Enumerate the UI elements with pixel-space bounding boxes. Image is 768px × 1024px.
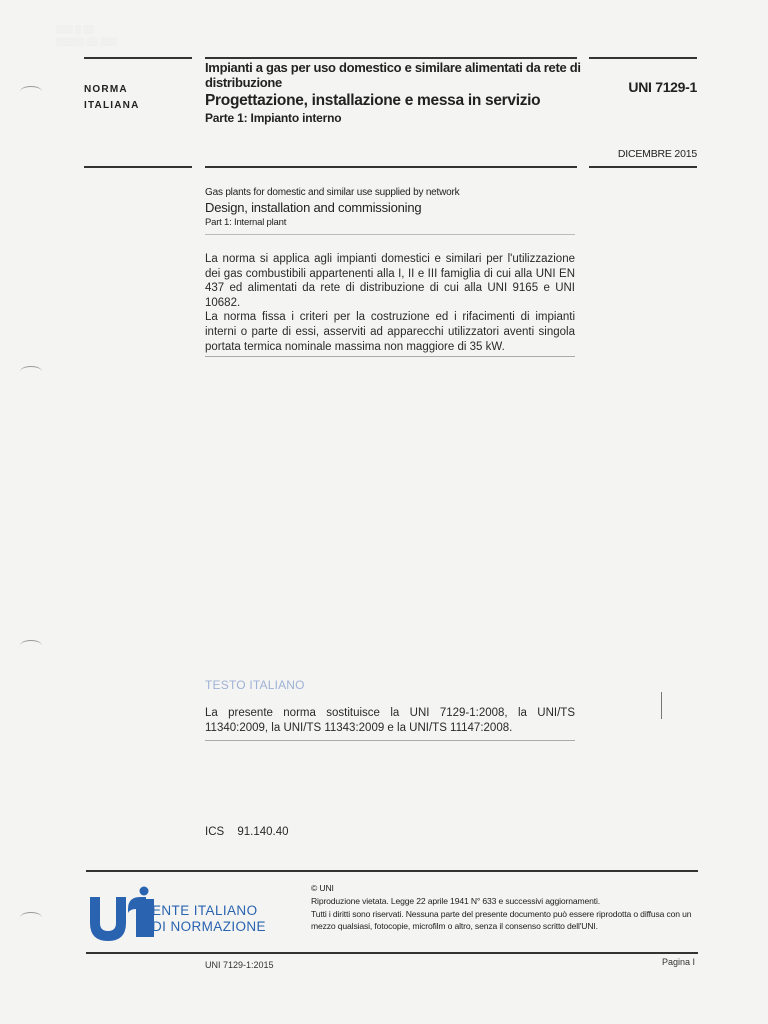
margin-mark (20, 366, 42, 377)
english-title (205, 186, 577, 229)
ics-label: ICS (205, 826, 225, 838)
abstract-paragraph: La norma si applica agli impianti domestici e similari per l'utilizzazione dei gas combustibili appartenenti alla I, II e III famiglia di cui alla UNI EN 437 ed alimentati da rete di distribuzione di cui alla UNI 9165 e UNI 10682. (205, 253, 575, 309)
title-subtitle: Progettazione, installazione e messa in servizio (205, 92, 541, 109)
italian-title (205, 60, 585, 126)
ics-value: 91.140.40 (237, 826, 289, 838)
abstract (205, 252, 575, 354)
header-rule-right (589, 57, 697, 59)
publication-date: DICEMBRE 2015 (617, 148, 697, 160)
copyright-block (311, 882, 701, 933)
logo-text (152, 903, 266, 935)
abstract-paragraph: La norma fissa i criteri per la costruzione ed i rifacimenti di impianti interni o parte di essi, asserviti ad apparecchi utilizzatori aventi singola portata termica nominale massima non maggiore di 35 kW. (205, 311, 575, 353)
footer-top-rule (86, 870, 698, 872)
margin-mark (20, 86, 42, 97)
replaces-note: La presente norma sostituisce la UNI 7129-1:2008, la UNI/TS 11340:2009, la UNI/TS 11343:2009 e la UNI/TS 11147:2008. (205, 707, 575, 734)
copyright-line: Tutti i diritti sono riservati. Nessuna parte del presente documento può essere riprodotta o diffusa con un mezzo qualsiasi, fotocopie, microfilm o altro, senza il consenso scritto dell'UNI. (311, 908, 692, 932)
replaces-rule (205, 740, 575, 741)
norma-line: NORMA (84, 84, 128, 95)
footer-bottom-rule (86, 952, 698, 954)
header-bottom-rule-right (589, 166, 697, 168)
standard-code: UNI 7129-1 (628, 79, 697, 95)
margin-bar (661, 692, 662, 719)
header-rule-left (84, 57, 192, 59)
abstract-rule (205, 356, 575, 357)
ics-classification (205, 826, 289, 838)
norma-italiana-label (84, 82, 140, 114)
english-title-main: Gas plants for domestic and similar use supplied by network (205, 187, 460, 198)
italiana-line: ITALIANA (84, 100, 140, 111)
logo-line: DI NORMAZIONE (152, 919, 266, 934)
title-main: Impianti a gas per uso domestico e similare alimentati da rete di distribuzione (205, 60, 581, 90)
bleed-through-marks: ▒▒▒ ▒ ▒▒ ▒▒▒▒▒ ▒▒ ▒▒▒ (56, 25, 118, 46)
copyright-owner: © UNI (311, 883, 334, 893)
copyright-line: Riproduzione vietata. Legge 22 aprile 1941 N° 633 e successivi aggiornamenti. (311, 895, 601, 906)
english-title-subtitle: Design, installation and commissioning (205, 200, 422, 215)
footer-document-code: UNI 7129-1:2015 (205, 960, 274, 970)
header-bottom-rule-middle (205, 166, 577, 168)
footer-page-number: Pagina I (661, 957, 695, 967)
english-title-rule (205, 234, 575, 235)
header-bottom-rule-left (84, 166, 192, 168)
header-rule-middle (205, 57, 577, 59)
title-part: Parte 1: Impianto interno (205, 111, 342, 125)
logo-line: ENTE ITALIANO (152, 903, 258, 918)
language-note: TESTO ITALIANO (205, 678, 305, 692)
margin-mark (20, 912, 42, 923)
margin-mark (20, 640, 42, 651)
english-title-part: Part 1: Internal plant (205, 217, 287, 228)
